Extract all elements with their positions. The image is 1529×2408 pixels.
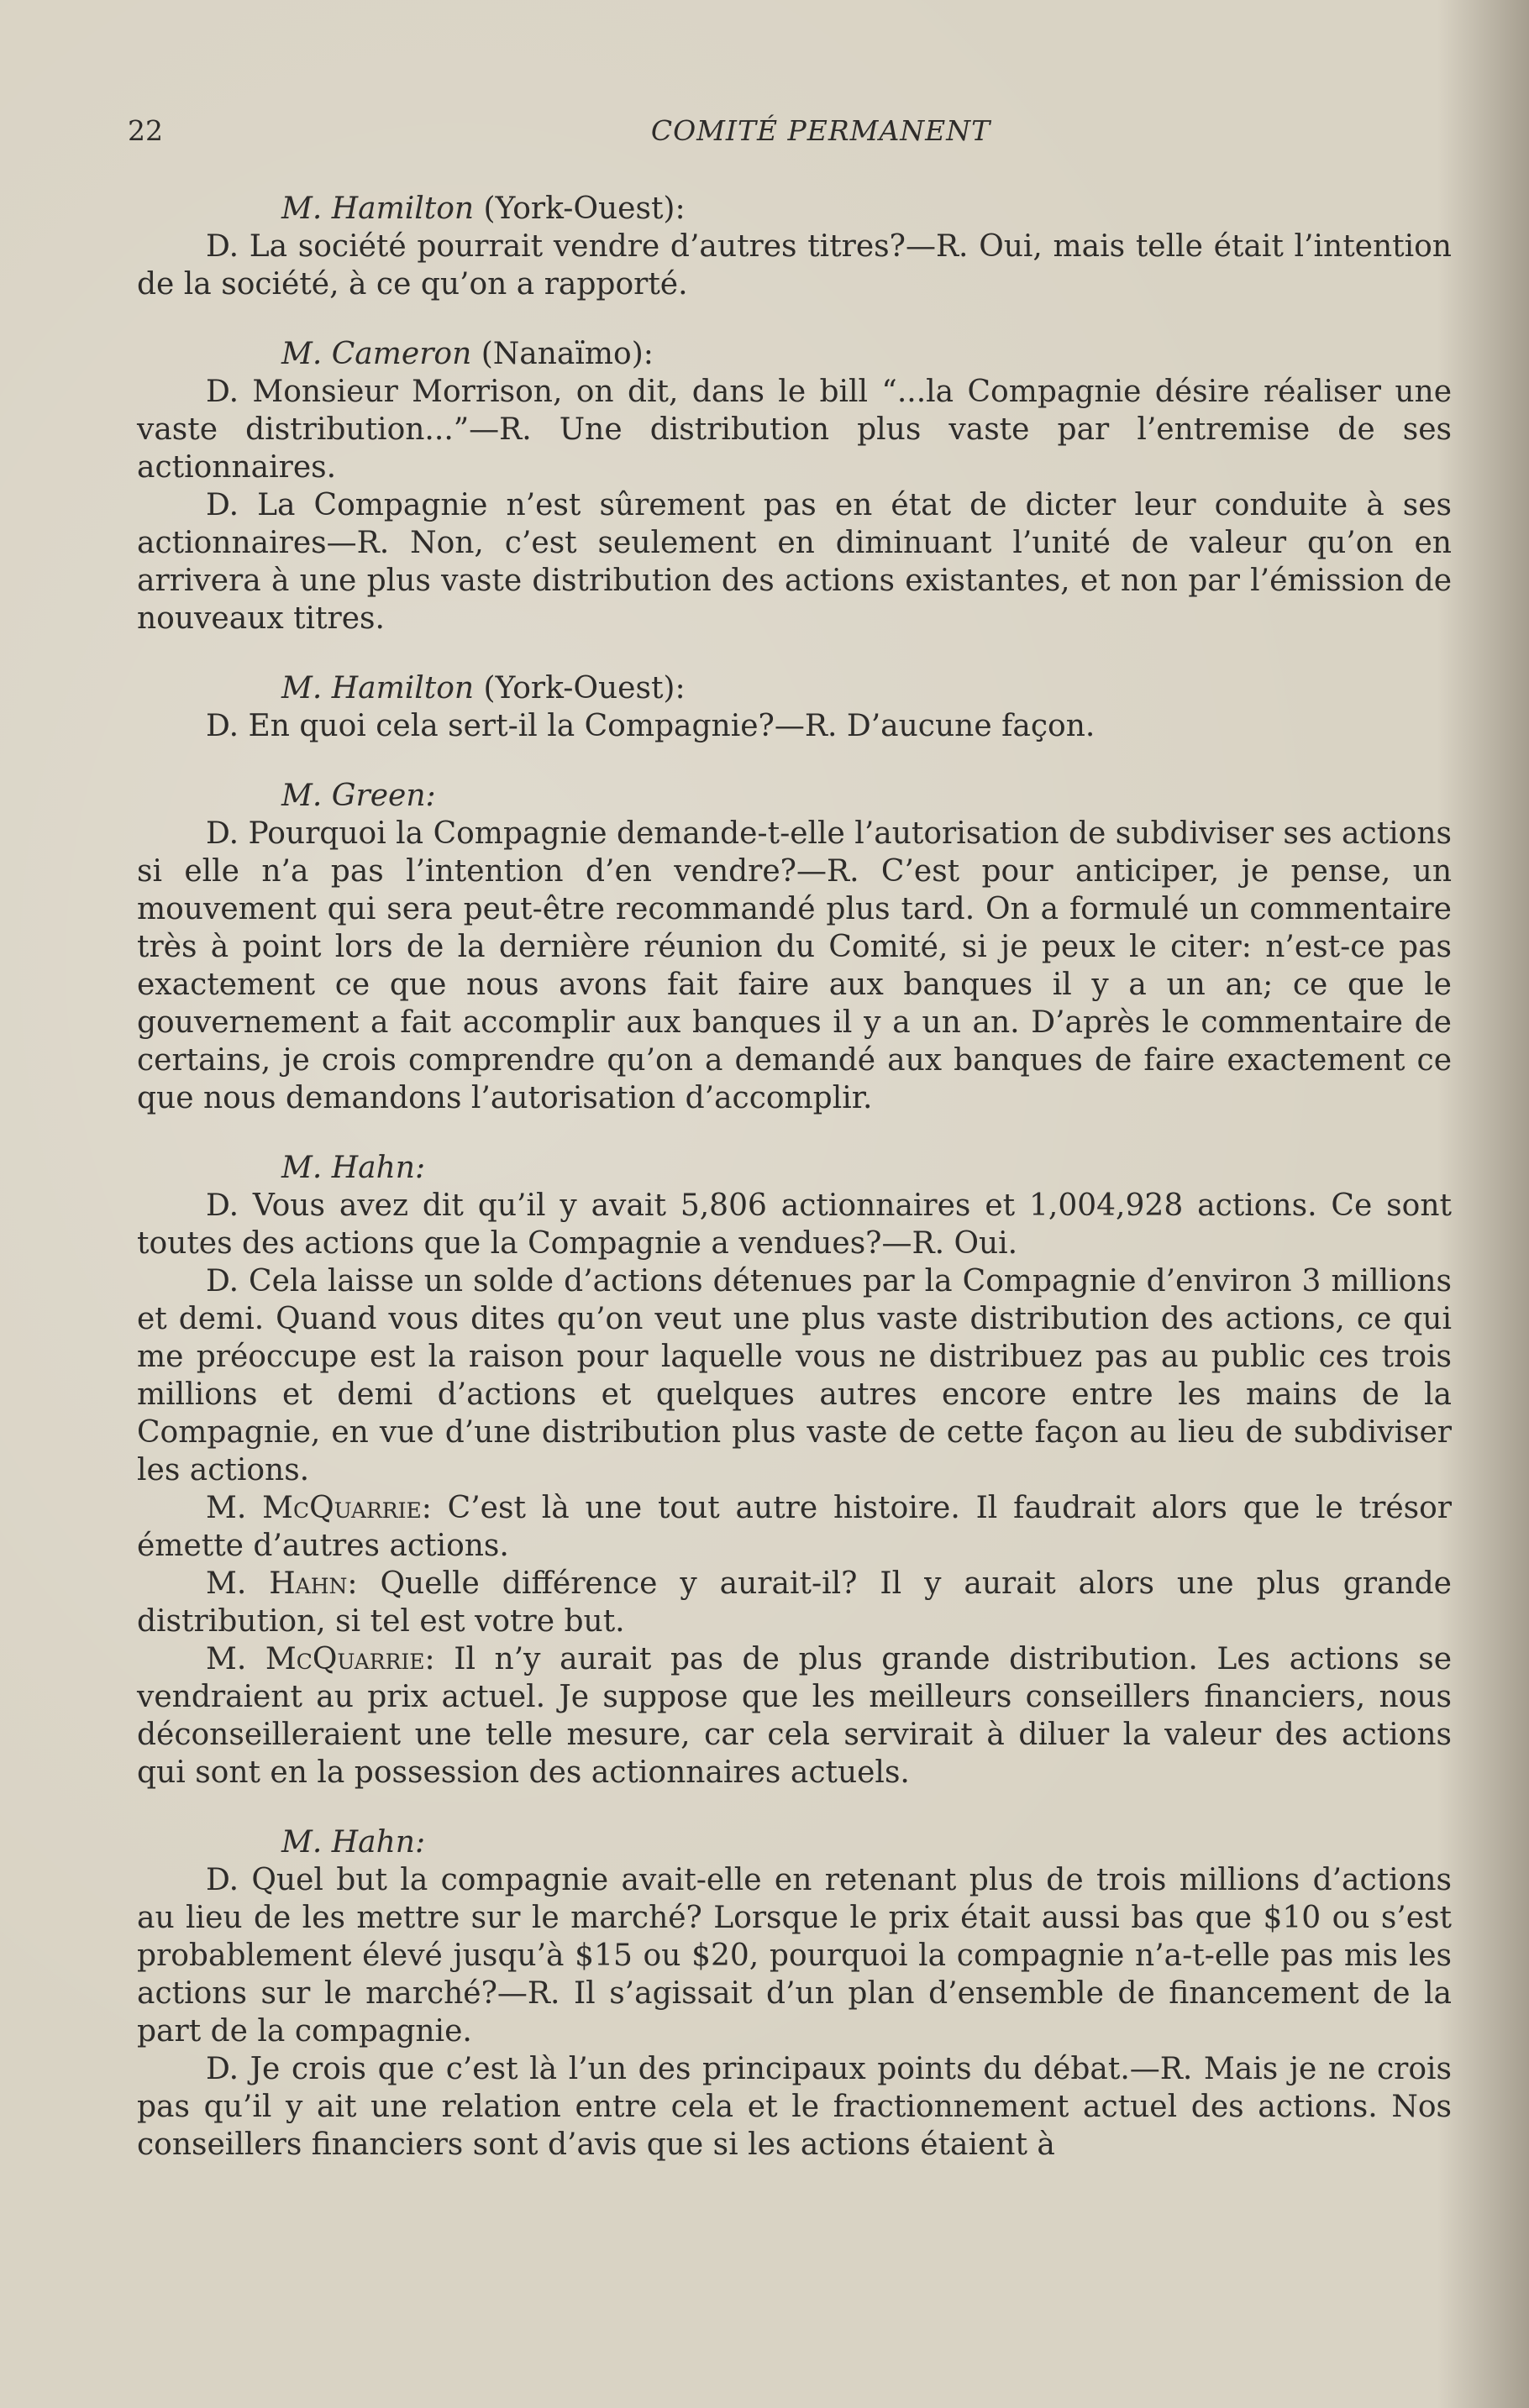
speaker-heading (137, 1823, 1452, 1861)
exchange-paragraph (137, 1489, 1452, 1565)
interjection-text: Il n’y aurait pas de plus grande distribution. Les actions se vendraient au prix actuel. Je suppose que les meilleurs conseillers financiers, nous déconseilleraient une telle mesure, car cela servirait à diluer la valeur des actions qui sont en la possession des actionnaires actuels. (137, 1642, 1452, 1790)
exchange-paragraph (137, 1565, 1452, 1640)
speaker-heading (137, 777, 1452, 815)
interjection-text: Quelle différence y aurait-il? Il y aurait alors une plus grande distribution, si tel est votre but. (137, 1566, 1452, 1639)
speaker-name: M. Hahn: (281, 1151, 426, 1185)
speaker-name: M. Cameron (281, 337, 472, 371)
question-paragraph: D. En quoi cela sert-il la Compagnie?—R. D’aucune façon. (206, 709, 1096, 743)
transcript-body (137, 190, 1452, 2196)
page-header (128, 114, 1455, 156)
question-paragraph: D. Quel but la compagnie avait-elle en retenant plus de trois millions d’actions au lieu de les mettre sur le marché? Lorsque le prix était aussi bas que $10 ou s’est probablement élevé jusqu’à $15 ou $20, pourquoi la compagnie n’a-t-elle pas mis les actions sur le marché?—R. Il s’agissait d’un plan d’ensemble de financement de la part de la compagnie. (137, 1863, 1452, 2049)
speaker-section (137, 335, 1452, 637)
running-head: COMITÉ PERMANENT (650, 114, 991, 147)
speaker-section (137, 669, 1452, 745)
question-paragraph: D. Je crois que c’est là l’un des principaux points du débat.—R. Mais je ne crois pas qu’il y ait une relation entre cela et le fractionnement actuel des actions. Nos conseillers financiers sont d’avis que si les actions étaient à (137, 2052, 1452, 2162)
speaker-heading (137, 1149, 1452, 1187)
speaker-name: M. Hamilton (281, 671, 475, 706)
speaker-riding: (Nanaïmo): (471, 337, 654, 371)
question-paragraph: D. La société pourrait vendre d’autres titres?—R. Oui, mais telle était l’intention de la société, à ce qu’on a rapporté. (137, 229, 1452, 302)
speaker-riding: (York-Ouest): (474, 191, 686, 226)
speaker-section (137, 190, 1452, 303)
page-number: 22 (128, 114, 163, 147)
speaker-riding: (York-Ouest): (474, 671, 686, 706)
speaker-name: M. Hamilton (281, 191, 475, 226)
speaker-heading (137, 190, 1452, 228)
interjection-text: C’est là une tout autre histoire. Il faudrait alors que le trésor émette d’autres actions. (137, 1491, 1453, 1563)
question-paragraph: D. La Compagnie n’est sûrement pas en état de dicter leur conduite à ses actionnaires—R. Non, c’est seulement en diminuant l’unité de valeur qu’on en arrivera à une plus vaste distribution des actions existantes, et non par l’émission de nouveaux titres. (137, 488, 1452, 636)
speaker-name: M. Hahn: (281, 1825, 426, 1860)
speaker-heading (137, 669, 1452, 707)
speaker-section (137, 1823, 1452, 2164)
question-paragraph: D. Cela laisse un solde d’actions détenues par la Compagnie d’environ 3 millions et demi. Quand vous dites qu’on veut une plus vaste distribution des actions, ce qui me préoccupe est la raison pour laquelle vous ne distribuez pas au public ces trois millions et demi d’actions et quelques autres encore entre les mains de la Compagnie, en vue d’une distribution plus vaste de cette façon au lieu de subdiviser les actions. (137, 1264, 1452, 1487)
interjector-name: M. Hahn: (206, 1566, 358, 1601)
speaker-section (137, 1149, 1452, 1792)
interjector-name: M. McQuarrie: (206, 1642, 435, 1676)
question-paragraph: D. Monsieur Morrison, on dit, dans le bill “...la Compagnie désire réaliser une vaste distribution...”—R. Une distribution plus vaste par l’entremise de ses actionnaires. (137, 375, 1452, 485)
speaker-section (137, 777, 1452, 1117)
speaker-name: M. Green: (281, 779, 436, 813)
exchange-paragraph (137, 1640, 1452, 1792)
interjector-name: M. McQuarrie: (206, 1491, 432, 1525)
question-paragraph: D. Pourquoi la Compagnie demande-t-elle l’autorisation de subdiviser ses actions si elle n’a pas l’intention d’en vendre?—R. C’est pour anticiper, je pense, un mouvement qui sera peut-être recommandé plus tard. On a formulé un commentaire très à point lors de la dernière réunion du Comité, si je peux le citer: n’est-ce pas exactement ce que nous avons fait faire aux banques il y a un an; ce que le gouvernement a fait accomplir aux banques il y a un an. D’après le commentaire de certains, je crois comprendre qu’on a demandé aux banques de faire exactement ce que nous demandons l’autorisation d’accomplir. (137, 816, 1452, 1115)
question-paragraph: D. Vous avez dit qu’il y avait 5,806 actionnaires et 1,004,928 actions. Ce sont toutes des actions que la Compagnie a vendues?—R. Oui. (137, 1188, 1452, 1261)
speaker-heading (137, 335, 1452, 373)
